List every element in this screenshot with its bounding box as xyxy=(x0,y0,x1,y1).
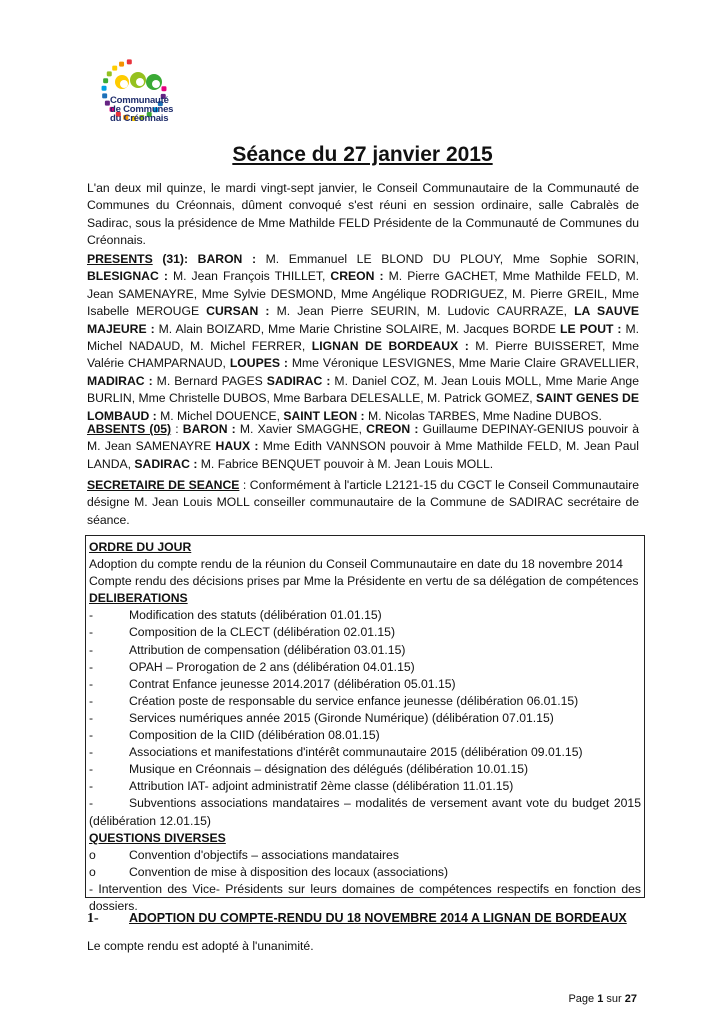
deliberation-bullet: - xyxy=(89,693,94,708)
deliberation-item xyxy=(89,727,641,744)
question-item xyxy=(89,847,641,864)
page-footer xyxy=(568,993,637,1005)
deliberation-item xyxy=(89,607,641,624)
logo-dot xyxy=(112,66,117,71)
question-text: Convention d'objectifs – associations mandataires xyxy=(129,847,399,862)
secretaire-paragraph xyxy=(87,477,639,529)
presents-commune-4: LA SAUVE MAJEURE : xyxy=(87,304,639,336)
section-1-title: ADOPTION DU COMPTE-RENDU DU 18 NOVEMBRE 2014 A LIGNAN DE BORDEAUX xyxy=(129,911,627,925)
presents-members-5: M. Michel NADAUD, M. Michel FERRER, xyxy=(87,321,639,354)
presents-members-11: M. Nicolas TARBES, Mme Nadine DUBOS. xyxy=(364,408,602,423)
deliberation-bullet: - xyxy=(89,762,94,777)
absents-commune-2: HAUX : xyxy=(211,439,259,454)
deliberation-item xyxy=(89,795,641,829)
deliberation-bullet: - xyxy=(89,710,94,725)
question-text: Convention de mise à disposition des locaux (associations) xyxy=(129,864,449,879)
deliberation-text: Composition de la CIID (délibération 08.01.15) xyxy=(129,728,380,743)
deliberation-text: Contrat Enfance jeunesse 2014.2017 (délibération 05.01.15) xyxy=(129,676,456,691)
absents-members-3: M. Fabrice BENQUET pouvoir à M. Jean Louis MOLL. xyxy=(197,456,494,471)
deliberation-text: Attribution de compensation (délibération 03.01.15) xyxy=(129,642,406,657)
presents-members-10: M. Michel DOUENCE, xyxy=(156,408,280,423)
presents-commune-0: BARON : xyxy=(188,252,257,266)
presents-members-2: M. Pierre GACHET, Mme Mathilde FELD, M. Jean SAMENAYRE, Mme Sylvie DESMOND, Mme Angélique RODRIGUEZ, M. Pierre GREIL, Mme Isabelle MEROUGE xyxy=(87,269,640,319)
presents-commune-11: SAINT LEON : xyxy=(279,408,365,423)
deliberation-bullet: - xyxy=(89,659,94,674)
absents-commune-1: CREON : xyxy=(362,422,419,436)
agenda-intro-2: Compte rendu des décisions prises par Mme la Présidente en vertu de sa délégation de compétences xyxy=(89,574,639,589)
footer-sep: sur xyxy=(606,993,622,1005)
section-1-text: Le compte rendu est adopté à l'unanimité. xyxy=(87,939,314,953)
deliberation-bullet: - xyxy=(89,608,94,623)
deliberation-item xyxy=(89,744,641,761)
presents-members-1: M. Jean François THILLET, xyxy=(167,269,326,284)
footer-page-word: Page xyxy=(568,993,595,1005)
presents-members-0: M. Emmanuel LE BLOND DU PLOUY, Mme Sophie SORIN, xyxy=(256,252,639,266)
presents-commune-2: CREON : xyxy=(325,269,384,284)
deliberation-text: Services numériques année 2015 (Gironde Numérique) (délibération 07.01.15) xyxy=(129,710,554,725)
absents-paragraph xyxy=(87,421,639,473)
presents-label: PRESENTS xyxy=(87,252,153,266)
section-1-heading xyxy=(87,911,627,927)
logo-dot xyxy=(119,62,124,67)
logo-line-3: du Créonnais xyxy=(110,113,169,124)
logo-dot xyxy=(102,93,107,98)
deliberation-text: Modification des statuts (délibération 01.01.15) xyxy=(129,608,382,623)
logo-dot xyxy=(127,59,132,64)
agenda-intro-1: Adoption du compte rendu de la réunion du Conseil Communautaire en date du 18 novembre 2014 xyxy=(89,557,623,572)
footer-total: 27 xyxy=(624,993,637,1005)
presents-members-8: M. Bernard PAGES xyxy=(152,373,263,388)
logo-text xyxy=(110,96,173,123)
deliberation-item xyxy=(89,624,641,641)
deliberation-bullet: - xyxy=(89,676,94,691)
deliberation-item xyxy=(89,761,641,778)
deliberation-text: Attribution IAT- adjoint administratif 2ème classe (délibération 11.01.15) xyxy=(129,779,514,794)
agenda-box xyxy=(85,535,645,913)
section-1-number: 1- xyxy=(87,911,99,926)
deliberation-bullet: - xyxy=(89,625,94,640)
presents-commune-8: MADIRAC : xyxy=(87,373,153,388)
logo-dot xyxy=(161,86,166,91)
question-bullet: o xyxy=(89,847,96,862)
deliberation-bullet: - xyxy=(89,642,94,657)
absents-colon: : xyxy=(171,422,179,436)
deliberation-text: Création poste de responsable du service enfance jeunesse (délibération 06.01.15) xyxy=(129,693,579,708)
logo-dot xyxy=(102,86,107,91)
deliberation-item xyxy=(89,710,641,727)
footer-page-num: 1 xyxy=(597,993,604,1005)
questions-list xyxy=(89,847,641,881)
presents-members-6: M. Pierre BUISSERET, Mme Valérie CHAMPARNAUD, xyxy=(87,339,639,371)
presents-commune-7: LOUPES : xyxy=(225,356,288,371)
deliberation-text: Subventions associations mandataires – modalités de versement avant vote du budget 2015 (délibération 12.01.15) xyxy=(89,796,641,828)
deliberation-text: OPAH – Prorogation de 2 ans (délibération 04.01.15) xyxy=(129,659,415,674)
presents-members-3: M. Jean Pierre SEURIN, M. Ludovic CAURRAZE, xyxy=(269,304,568,319)
presents-commune-3: CURSAN : xyxy=(199,304,270,319)
presents-members-7: Mme Véronique LESVIGNES, Mme Marie Claire GRAVELLIER, xyxy=(287,356,639,371)
deliberation-item xyxy=(89,642,641,659)
presents-commune-10: SAINT GENES DE LOMBAUD : xyxy=(87,391,639,423)
deliberation-bullet: - xyxy=(89,796,94,811)
logo-line-2: de Communes xyxy=(110,104,174,115)
presents-commune-9: SADIRAC : xyxy=(262,373,331,388)
intro-paragraph: L'an deux mil quinze, le mardi vingt-sept janvier, le Conseil Communautaire de la Communauté de Communes du Créonnais, dûment convoqué s'est réuni en session ordinaire, salle Cabralès de Sadirac, sous la présidence de Mme Mathilde FELD Présidente de la Communauté de Communes du Créonnais. xyxy=(87,181,639,248)
question-bullet: o xyxy=(89,864,96,879)
page-title: Séance du 27 janvier 2015 xyxy=(232,143,493,166)
absents-members-0: M. Xavier SMAGGHE, xyxy=(235,422,363,436)
agenda-heading: ORDRE DU JOUR xyxy=(89,540,192,554)
presents-commune-1: BLESIGNAC : xyxy=(87,269,168,284)
secretaire-text: : Conformément à l'article L2121-15 du CGCT le Conseil Communautaire désigne M. Jean Louis MOLL conseiller communautaire de la Commune de SADIRAC secrétaire de séance. xyxy=(87,478,639,527)
deliberation-item xyxy=(89,693,641,710)
questions-heading: QUESTIONS DIVERSES xyxy=(89,830,226,845)
deliberation-text: Associations et manifestations d'intérêt communautaire 2015 (délibération 09.01.15) xyxy=(129,745,583,760)
presents-commune-5: LE POUT : xyxy=(556,321,622,336)
presents-commune-6: LIGNAN DE BORDEAUX : xyxy=(305,339,469,354)
deliberation-text: Composition de la CLECT (délibération 02.01.15) xyxy=(129,625,396,640)
presents-members-4: M. Alain BOIZARD, Mme Marie Christine SOLAIRE, M. Jacques BORDE xyxy=(154,321,557,336)
deliberation-text: Musique en Créonnais – désignation des délégués (délibération 10.01.15) xyxy=(129,762,529,777)
presents-members-9: M. Daniel COZ, M. Jean Louis MOLL, Mme Marie Ange BURLIN, Mme Christelle DUBOS, Mme Barbara DELESALLE, M. Patrick GOMEZ, xyxy=(87,373,639,406)
deliberation-bullet: - xyxy=(89,745,94,760)
absents-commune-0: BARON : xyxy=(178,422,236,436)
absents-label: ABSENTS (05) xyxy=(87,422,172,436)
secretaire-label: SECRETAIRE DE SEANCE xyxy=(87,478,240,492)
deliberations-list xyxy=(89,607,641,829)
deliberation-item xyxy=(89,676,641,693)
deliberation-item xyxy=(89,778,641,795)
agenda-closing: - Intervention des Vice- Présidents sur leurs domaines de compétences respectifs en fonction des dossiers. xyxy=(89,881,641,913)
presents-paragraph xyxy=(87,251,639,425)
absents-members-1: Guillaume DEPINAY-GENIUS pouvoir à M. Jean SAMENAYRE xyxy=(87,422,639,454)
deliberations-heading: DELIBERATIONS xyxy=(89,591,188,606)
deliberation-bullet: - xyxy=(89,728,94,743)
presents-count: (31): xyxy=(152,252,189,266)
logo-line-1: Communauté xyxy=(110,95,169,106)
question-item xyxy=(89,864,641,881)
absents-members-2: Mme Edith VANNSON pouvoir à Mme Mathilde FELD, M. Jean Paul LANDA, xyxy=(87,439,639,471)
logo-dot xyxy=(103,78,108,83)
logo-dot xyxy=(107,71,112,76)
deliberation-item xyxy=(89,659,641,676)
deliberation-bullet: - xyxy=(89,779,94,794)
absents-commune-3: SADIRAC : xyxy=(131,456,198,471)
